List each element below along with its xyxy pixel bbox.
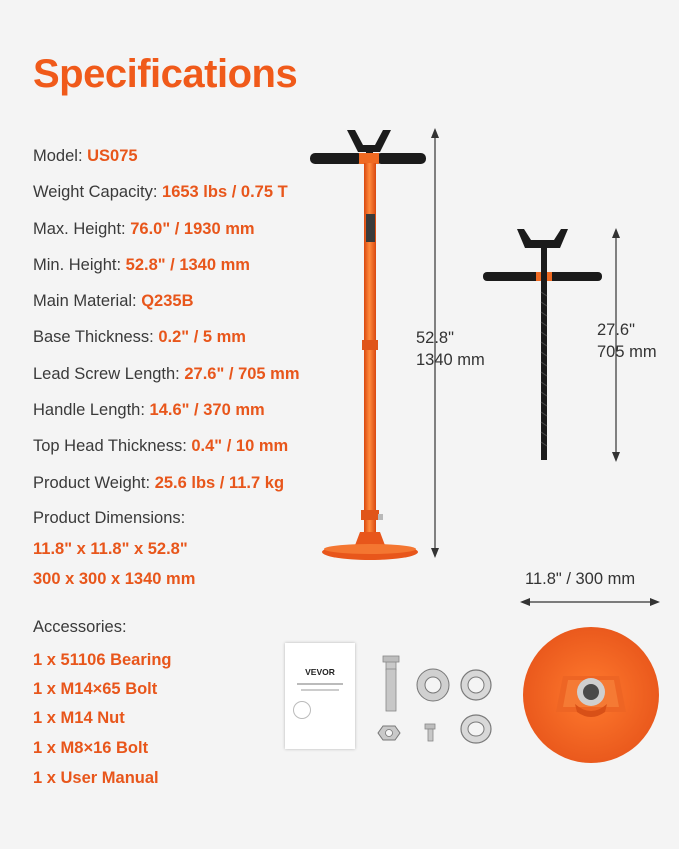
accessory-item: 1 x 51106 Bearing: [33, 651, 172, 669]
spec-value: Q235B: [141, 292, 194, 311]
dimensions-metric: 300 x 300 x 1340 mm: [33, 570, 196, 588]
spec-label: Model:: [33, 147, 83, 165]
spec-label: Handle Length:: [33, 401, 145, 420]
accessory-item: 1 x M14 Nut: [33, 709, 125, 727]
spec-value: 27.6" / 705 mm: [184, 364, 300, 383]
dimensions-imperial: 11.8" x 11.8" x 52.8": [33, 540, 188, 558]
spec-label: Top Head Thickness:: [33, 437, 187, 456]
manual-brand-logo: VEVOR: [305, 667, 335, 677]
screw-length-inches: 27.6": [597, 321, 635, 339]
lead-screw-image: [483, 229, 602, 460]
spec-label: Min. Height:: [33, 255, 122, 274]
jack-stand-image: [310, 130, 426, 560]
spec-value: 14.6" / 370 mm: [149, 401, 265, 420]
stand-height-mm: 1340 mm: [416, 351, 485, 369]
accessory-parts-image: [378, 656, 491, 743]
spec-value: 0.2" / 5 mm: [158, 328, 246, 347]
spec-value: 76.0" / 1930 mm: [130, 219, 255, 238]
base-plate-image: [523, 627, 659, 763]
screw-length-label: [597, 319, 657, 363]
accessory-item: 1 x User Manual: [33, 769, 159, 787]
screw-length-mm: 705 mm: [597, 343, 657, 361]
dimensions-label: Product Dimensions:: [33, 509, 186, 527]
spec-value: 0.4" / 10 mm: [191, 437, 289, 456]
spec-value: 1653 lbs / 0.75 T: [162, 183, 288, 202]
manual-graphic: [293, 701, 311, 719]
manual-text-line: [297, 683, 343, 685]
stand-height-inches: 52.8": [416, 329, 454, 347]
spec-label: Weight Capacity:: [33, 183, 158, 202]
manual-text-line: [301, 689, 339, 691]
spec-label: Max. Height:: [33, 219, 126, 238]
spec-label: Product Weight:: [33, 473, 151, 492]
base-diameter-label: 11.8" / 300 mm: [525, 570, 636, 588]
page-title: Specifications: [33, 52, 298, 96]
accessory-item: 1 x M14×65 Bolt: [33, 680, 158, 698]
user-manual-image: [285, 643, 355, 749]
spec-value: 25.6 lbs / 11.7 kg: [154, 473, 285, 492]
spec-value: 52.8" / 1340 mm: [125, 255, 250, 274]
spec-label: Lead Screw Length:: [33, 364, 180, 383]
spec-label: Base Thickness:: [33, 328, 154, 347]
stand-height-label: [416, 327, 485, 371]
spec-label: Main Material:: [33, 292, 137, 311]
base-width-dimension: [520, 598, 660, 606]
spec-value: US075: [87, 147, 138, 165]
accessory-item: 1 x M8×16 Bolt: [33, 739, 149, 757]
accessories-title: Accessories:: [33, 618, 127, 636]
